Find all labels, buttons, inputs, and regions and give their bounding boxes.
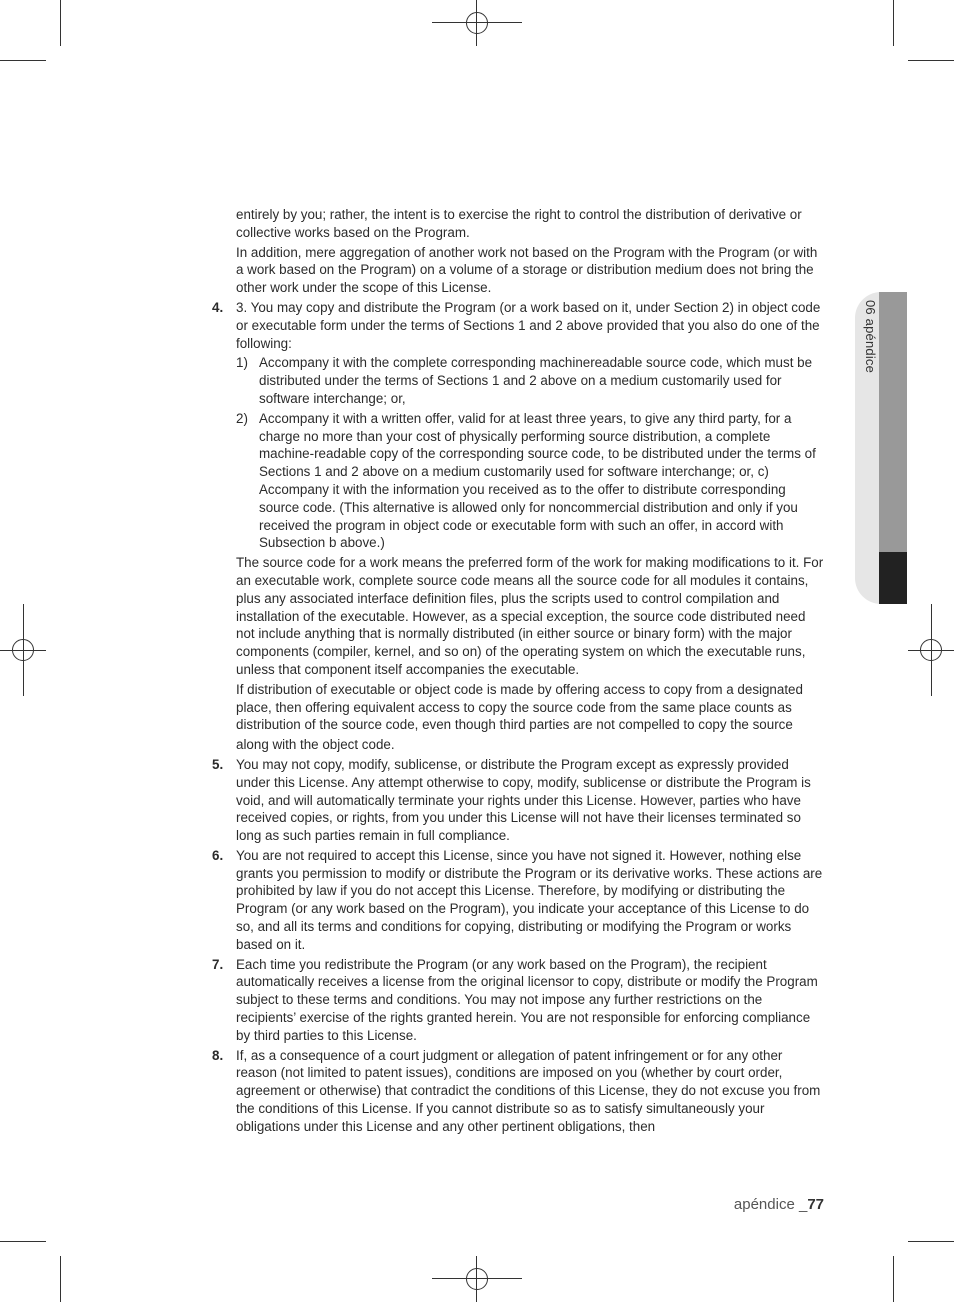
numbered-item-5 [212, 756, 824, 845]
item-number: 5. [212, 756, 224, 772]
numbered-item-7 [212, 956, 824, 1045]
item-text: Each time you redistribute the Program (or any work based on the Program), the recipient automatically receives a license from the original licensor to copy, distribute or modify the Program subject to these terms and conditions. You may not impose any further restrictions on the recipients’ exercise of the rights granted herein. You are not responsible for enforcing compliance by third parties to this License. [236, 956, 818, 1043]
crop-mark [908, 60, 954, 61]
license-text [212, 206, 824, 1138]
footer-label: apéndice _ [733, 1196, 808, 1213]
sub-item-number: 1) [236, 355, 248, 371]
sub-item-number: 2) [236, 410, 248, 426]
paragraph: If distribution of executable or object code is made by offering access to copy from a designated place, then offering equivalent access to copy the source code from the same place counts as distribution of the source code, even though third parties are not compelled to copy the source [236, 681, 803, 733]
crop-mark [893, 1256, 894, 1302]
page-number: 77 [807, 1196, 824, 1213]
paragraph: In addition, mere aggregation of another work not based on the Program with the Program (or with a work based on the Program) on a volume of a storage or distribution medium does not bring the other work under the scope of this License. [236, 244, 818, 296]
item-number: 4. [212, 299, 224, 315]
paragraph: along with the object code. [236, 737, 395, 753]
side-tab-gray-bar [879, 292, 907, 552]
page-footer [734, 1196, 824, 1213]
sub-item-2 [236, 410, 824, 552]
crop-mark [0, 1241, 46, 1242]
crop-mark [893, 0, 894, 46]
numbered-item-8 [212, 1047, 824, 1136]
item-number: 8. [212, 1047, 224, 1063]
sub-item-1 [236, 354, 824, 407]
paragraph: The source code for a work means the preferred form of the work for making modifications to it. For an executable work, complete source code means all the source code for all modules it contains, plus any associated interface definition files, plus the scripts used to control compilation and installation of the executable. However, as a special exception, the source code distributed need not include anything that is normally distributed (in either source or binary form) with the major components (compiler, kernel, and so on) of the operating system on which the executable runs, unless that component itself accompanies the executable. [236, 555, 824, 677]
item-text: 3. You may copy and distribute the Program (or a work based on it, under Section 2) in object code or executable form under the terms of Sections 1 and 2 above provided that you also do one of the following: [236, 299, 821, 351]
crop-mark [908, 1241, 954, 1242]
item-number: 7. [212, 956, 224, 972]
crop-mark [0, 60, 46, 61]
sub-item-text: Accompany it with the complete corresponding machinereadable source code, which must be distributed under the terms of Sections 1 and 2 above on a medium customarily used for software interchange; or, [259, 355, 813, 406]
numbered-item-6 [212, 847, 824, 954]
item-text: You may not copy, modify, sublicense, or distribute the Program except as expressly provided under this License. Any attempt otherwise to copy, modify, sublicense or distribute the Program is void, and will automatically terminate your rights under this License. However, parties who have received copies, or rights, from you under this License will not have their licenses terminated so long as such parties remain in full compliance. [236, 756, 811, 844]
crop-mark [60, 1256, 61, 1302]
side-tab-label: 06 apéndice [863, 300, 878, 374]
item-number: 6. [212, 847, 224, 863]
item-text: If, as a consequence of a court judgment or allegation of patent infringement or for any other reason (not limited to patent issues), conditions are imposed on you (whether by court order, agreement or otherwise) that contradict the conditions of this License, they do not excuse you from the conditions of this License. If you cannot distribute so as to satisfy simultaneously your obligations under this License and any other pertinent obligations, then [236, 1047, 821, 1134]
numbered-item-4 [212, 299, 824, 754]
item-text: You are not required to accept this License, since you have not signed it. However, nothing else grants you permission to modify or distribute the Program or its derivative works. These actions are prohibited by law if you do not accept this License. Therefore, by modifying or distributing the Program (or any work based on the Program), you indicate your acceptance of this License to do so, and all its terms and conditions for copying, distributing or modifying the Program or works based on it. [236, 847, 823, 952]
crop-mark [60, 0, 61, 46]
paragraph: entirely by you; rather, the intent is to exercise the right to control the distribution of derivative or collective works based on the Program. [236, 207, 802, 240]
side-tab-black-bar [879, 552, 907, 604]
sub-item-text: Accompany it with a written offer, valid for at least three years, to give any third party, for a charge no more than your cost of physically performing source distribution, a complete machine-readable copy of the corresponding source code, to be distributed under the terms of Sections 1 and 2 above on a medium customarily used for software interchange; or, c) Accompany it with the information you received as to the offer to distribute corresponding source code. (This alternative is allowed only for noncommercial distribution and only if you received the program in object code or executable form with such an offer, in accord with Subsection b above.) [259, 410, 816, 551]
